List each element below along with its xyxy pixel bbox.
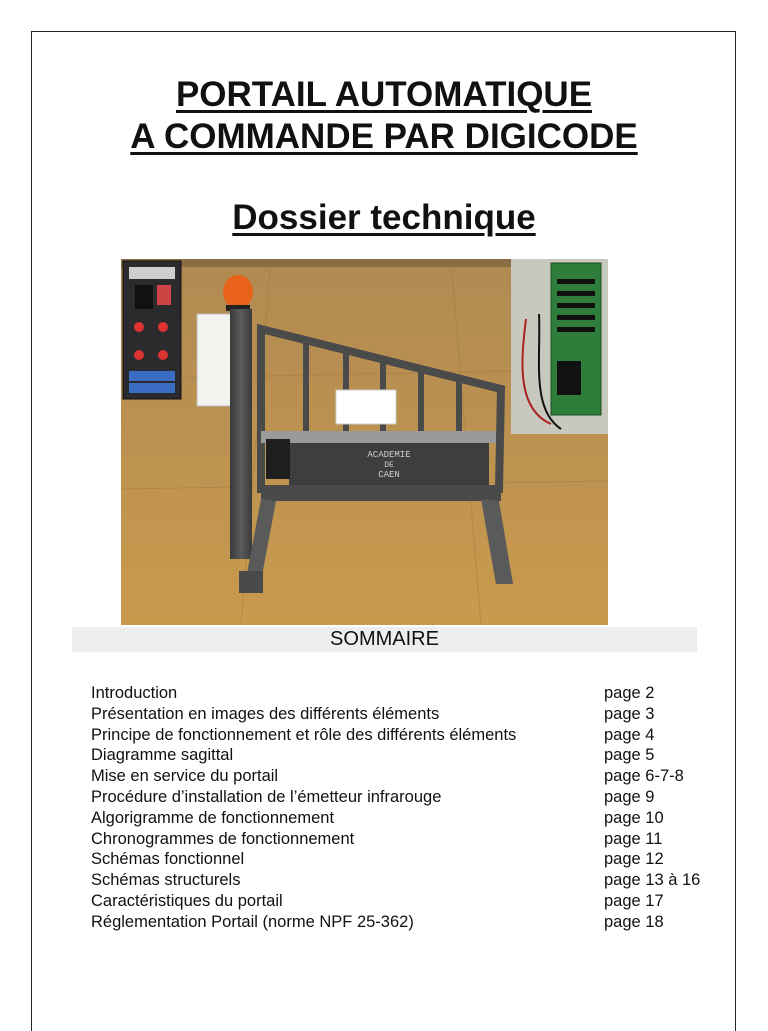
toc-page: page 18 bbox=[604, 912, 664, 931]
toc-page: page 4 bbox=[604, 725, 655, 744]
document-title-line-2: A COMMANDE PAR DIGICODE bbox=[130, 117, 638, 156]
sommaire-heading: SOMMAIRE bbox=[72, 627, 697, 652]
toc-label: Diagramme sagittal bbox=[91, 746, 234, 765]
toc-page: page 13 à 16 bbox=[604, 871, 701, 890]
toc-row bbox=[91, 829, 731, 850]
toc-row bbox=[91, 912, 731, 933]
toc-label: Introduction bbox=[91, 684, 178, 702]
toc-row bbox=[91, 808, 731, 829]
toc-label: Schémas fonctionnel bbox=[91, 850, 245, 869]
toc-page: page 11 bbox=[604, 829, 663, 848]
toc-row bbox=[91, 683, 731, 704]
toc-page: page 6-7-8 bbox=[604, 767, 684, 786]
plaque-text-1: ACADEMIE bbox=[367, 450, 411, 460]
warning-lamp bbox=[223, 275, 253, 309]
toc-page: page 3 bbox=[604, 704, 655, 723]
toc-label: Procédure d’installation de l’émetteur infrarouge bbox=[91, 787, 442, 806]
toc-label: Réglementation Portail (norme NPF 25-362) bbox=[91, 912, 414, 931]
circuit-board bbox=[511, 259, 608, 434]
toc-page: page 10 bbox=[604, 808, 664, 827]
toc-label: Caractéristiques du portail bbox=[91, 891, 283, 910]
control-box bbox=[123, 261, 181, 399]
toc-row bbox=[91, 870, 731, 891]
toc-row bbox=[91, 787, 731, 808]
toc-label: Présentation en images des différents éléments bbox=[91, 704, 440, 723]
toc-row bbox=[91, 725, 731, 746]
toc-page: page 17 bbox=[604, 891, 664, 910]
plaque-text-2: DE bbox=[384, 461, 394, 470]
toc-page: page 2 bbox=[604, 684, 655, 702]
toc-label: Schémas structurels bbox=[91, 871, 241, 890]
plaque-text-3: CAEN bbox=[378, 470, 400, 480]
gate-model-photo bbox=[121, 259, 608, 625]
toc-row bbox=[91, 849, 731, 870]
toc-page: page 9 bbox=[604, 787, 655, 806]
toc-page: page 12 bbox=[604, 850, 664, 869]
document-title-line-1: PORTAIL AUTOMATIQUE bbox=[175, 75, 593, 114]
toc-row bbox=[91, 891, 731, 912]
toc-label: Algorigramme de fonctionnement bbox=[91, 808, 335, 827]
toc-row bbox=[91, 704, 731, 725]
document-subtitle: Dossier technique bbox=[232, 198, 536, 237]
toc-row bbox=[91, 766, 731, 787]
table-of-contents bbox=[91, 683, 731, 933]
toc-page: page 5 bbox=[604, 746, 655, 765]
toc-row bbox=[91, 745, 731, 766]
toc-label: Principe de fonctionnement et rôle des différents éléments bbox=[91, 725, 517, 744]
toc-label: Chronogrammes de fonctionnement bbox=[91, 829, 355, 848]
toc-label: Mise en service du portail bbox=[91, 767, 279, 786]
